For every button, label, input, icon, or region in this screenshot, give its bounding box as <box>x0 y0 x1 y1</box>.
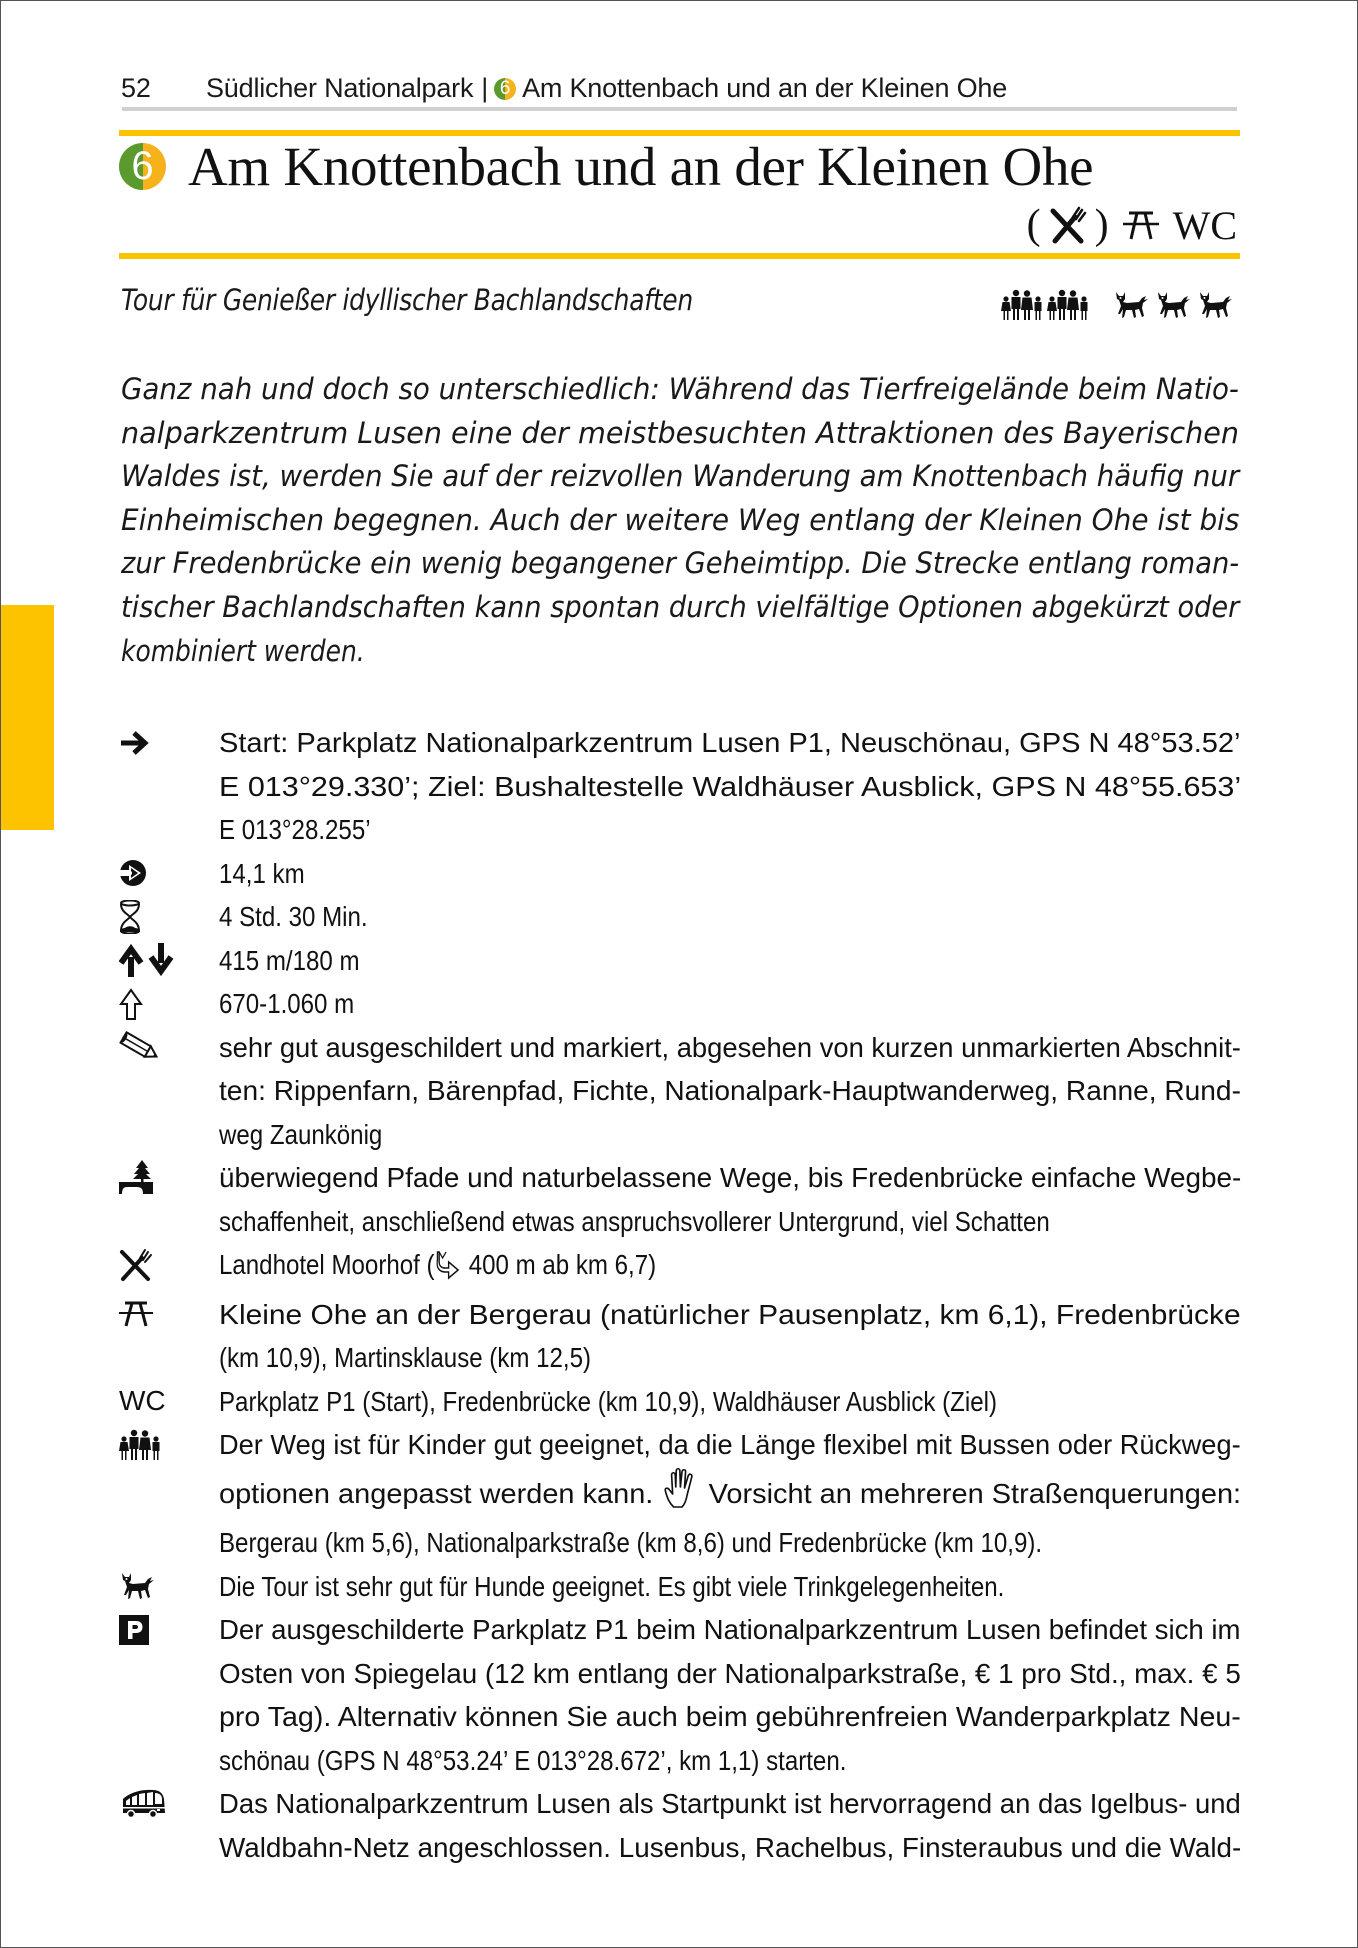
head-separator: | <box>481 73 489 103</box>
fact-text <box>219 1026 1265 1157</box>
fact-line: 14,1 km <box>219 857 305 889</box>
arrow-right-icon <box>119 721 219 765</box>
hourglass-icon <box>119 895 219 939</box>
ascent-descent-icon <box>119 939 219 983</box>
page-number: 52 <box>121 73 151 103</box>
fact-line: 670-1.060 m <box>219 988 355 1019</box>
tour-title: Am Knottenbach und an der Kleinen Ohe <box>188 135 1094 197</box>
dog-rating-icons <box>1113 290 1233 325</box>
chapter-thumb-tab <box>1 605 54 830</box>
wc-label: WC <box>119 1385 166 1417</box>
intro-line: Waldes ist, werden Sie auf der reizvollen Wanderung am Knottenbach häufig nur <box>121 459 1240 494</box>
tour-title-row <box>119 136 1093 196</box>
altitude-icon <box>119 982 219 1026</box>
fact-text-part: Der Weg ist für Kinder gut geeignet, da die Länge flexibel mit Bussen oder Rückweg- <box>219 1429 1241 1460</box>
intro-line: tischer Bachlandschaften kann spontan durch vielfältige Optionen abgekürzt oder <box>121 589 1240 624</box>
restaurant-icon <box>119 1243 219 1287</box>
fact-text <box>219 982 1241 1026</box>
fact-line: Der ausgeschilderte Parkplatz P1 beim Nationalparkzentrum Lusen befindet sich im <box>219 1614 1241 1645</box>
fact-text <box>219 895 1241 939</box>
fact-line: pro Tag). Alternativ können Sie auch beim gebührenfreien Wanderparkplatz Neu- <box>219 1701 1241 1732</box>
fact-row <box>119 1293 1241 1380</box>
fact-line: Kleine Ohe an der Bergerau (natürlicher Pausenplatz, km 6,1), Fredenbrücke <box>219 1298 1241 1330</box>
tour-number-badge: 6 <box>119 143 166 190</box>
fact-text-part: Vorsicht an mehreren Straßenquerungen: <box>700 1477 1242 1509</box>
tour-subtitle: Tour für Genießer idyllischer Bachlandschaften <box>121 283 693 317</box>
fact-line: ten: Rippenfarn, Bärenpfad, Fichte, Nationalpark-Hauptwanderweg, Ranne, Rund- <box>219 1075 1241 1106</box>
section-name: Südlicher Nationalpark <box>206 73 474 103</box>
fact-text <box>219 721 1241 852</box>
fact-row <box>119 1243 1241 1293</box>
fact-row <box>119 1608 1241 1782</box>
fact-text <box>219 939 1241 983</box>
intro-line: nalparkzentrum Lusen eine der meistbesuchten Attraktionen des Bayerischen <box>121 415 1239 450</box>
tour-facts <box>119 721 1241 1869</box>
fact-row <box>119 1423 1241 1565</box>
fact-row <box>119 982 1241 1026</box>
fact-line: Osten von Spiegelau (12 km entlang der Nationalparkstraße, € 1 pro Std., max. € 5 <box>219 1657 1241 1689</box>
parking-icon <box>119 1608 219 1652</box>
fact-line: Waldbahn-Netz angeschlossen. Lusenbus, Rachelbus, Finsteraubus und die Wald- <box>219 1831 1242 1863</box>
fact-row <box>119 895 1241 939</box>
fact-text <box>219 1782 1262 1869</box>
fact-line: Start: Parkplatz Nationalparkzentrum Lusen P1, Neuschönau, GPS N 48°53.52’ <box>219 727 1241 758</box>
fact-text <box>219 1156 1245 1243</box>
fact-line: Parkplatz P1 (Start), Fredenbrücke (km 10,9), Waldhäuser Ausblick (Ziel) <box>219 1385 997 1417</box>
pencil-icon <box>119 1026 219 1070</box>
terrain-icon <box>119 1156 219 1200</box>
fact-line: E 013°29.330’; Ziel: Bushaltestelle Waldhäuser Ausblick, GPS N 48°55.653’ <box>219 770 1242 802</box>
fact-text-part: 400 m ab km 6,7) <box>462 1249 657 1280</box>
close-paren: ) <box>1094 202 1109 248</box>
intro-paragraph <box>121 368 1239 673</box>
fact-row <box>119 1782 1241 1869</box>
family-rating-icons <box>1001 289 1089 326</box>
tour-number-badge-small: 6 <box>494 78 516 100</box>
fact-text-part: Bergerau (km 5,6), Nationalparkstraße (km 8,6) und Fredenbrücke (km 10,9). <box>219 1527 1043 1558</box>
fact-line: (km 10,9), Martinsklause (km 12,5) <box>219 1342 592 1373</box>
fact-row <box>119 1565 1241 1609</box>
ratings <box>1001 289 1233 326</box>
fact-line: weg Zaunkönig <box>219 1118 383 1150</box>
family-rating-icon <box>1047 289 1089 326</box>
fact-row <box>119 1156 1241 1243</box>
fact-line: Die Tour ist sehr gut für Hunde geeignet. Es gibt viele Trinkgelegenheiten. <box>219 1570 1005 1602</box>
fact-row <box>119 1026 1241 1157</box>
distance-icon <box>119 852 219 896</box>
fact-text-part: optionen angepasst werden kann. <box>219 1477 662 1509</box>
fact-line: schönau (GPS N 48°53.24’ E 013°28.672’, km 1,1) starten. <box>219 1744 847 1776</box>
fact-text <box>219 1608 1256 1782</box>
dog-rating-icon <box>1197 290 1233 325</box>
family-rating-icon <box>1001 289 1043 326</box>
fact-row <box>119 1380 1241 1424</box>
title-bottom-rule <box>119 253 1240 259</box>
fact-row <box>119 852 1241 896</box>
fact-line: schaffenheit, anschließend etwas anspruchsvollerer Untergrund, viel Schatten <box>219 1205 1050 1237</box>
intro-line: kombiniert werden. <box>121 633 365 668</box>
wc-label: WC <box>1172 202 1237 248</box>
warning-hand-icon <box>663 1467 698 1522</box>
intro-line: zur Fredenbrücke ein wenig begangener Geheimtipp. Die Strecke entlang roman- <box>121 546 1240 581</box>
fact-line: 4 Std. 30 Min. <box>219 901 368 932</box>
fact-row <box>119 939 1241 983</box>
bus-icon <box>119 1782 219 1826</box>
fact-line: 415 m/180 m <box>219 944 360 976</box>
fact-text-part: Landhotel Moorhof ( <box>219 1249 435 1280</box>
open-paren: ( <box>1026 202 1041 248</box>
detour-arrow-icon <box>436 1249 460 1293</box>
picnic-table-icon <box>119 1293 219 1337</box>
fact-line: E 013°28.255’ <box>219 814 371 845</box>
intro-line: Einheimischen begegnen. Auch der weitere Weg entlang der Kleinen Ohe ist bis <box>121 502 1240 537</box>
facility-icons <box>1027 199 1237 251</box>
fact-text <box>219 1380 1241 1424</box>
fact-line: Das Nationalparkzentrum Lusen als Startpunkt ist hervorragend an das Igelbus- und <box>219 1788 1241 1819</box>
picnic-table-icon <box>1123 210 1159 240</box>
intro-line: Ganz nah und doch so unterschiedlich: Während das Tierfreigelände beim Natio- <box>121 372 1239 406</box>
fact-line: sehr gut ausgeschildert und markiert, abgesehen von kurzen unmarkierten Abschnit- <box>219 1031 1241 1063</box>
fact-text <box>219 852 1241 896</box>
fact-text <box>219 1243 1241 1293</box>
dog-icon <box>119 1565 219 1609</box>
family-icon <box>119 1423 219 1467</box>
running-head-rule <box>122 107 1237 111</box>
running-title: Am Knottenbach und an der Kleinen Ohe <box>522 73 1008 103</box>
fact-text <box>219 1293 1241 1380</box>
dog-rating-icon <box>1113 290 1149 325</box>
restaurant-icon <box>1049 205 1087 245</box>
fact-row <box>119 721 1241 852</box>
dog-rating-icon <box>1155 290 1191 325</box>
fact-text <box>219 1565 1241 1609</box>
fact-text <box>219 1423 1271 1565</box>
fact-line: überwiegend Pfade und naturbelassene Wege, bis Fredenbrücke einfache Wegbe- <box>219 1162 1242 1193</box>
